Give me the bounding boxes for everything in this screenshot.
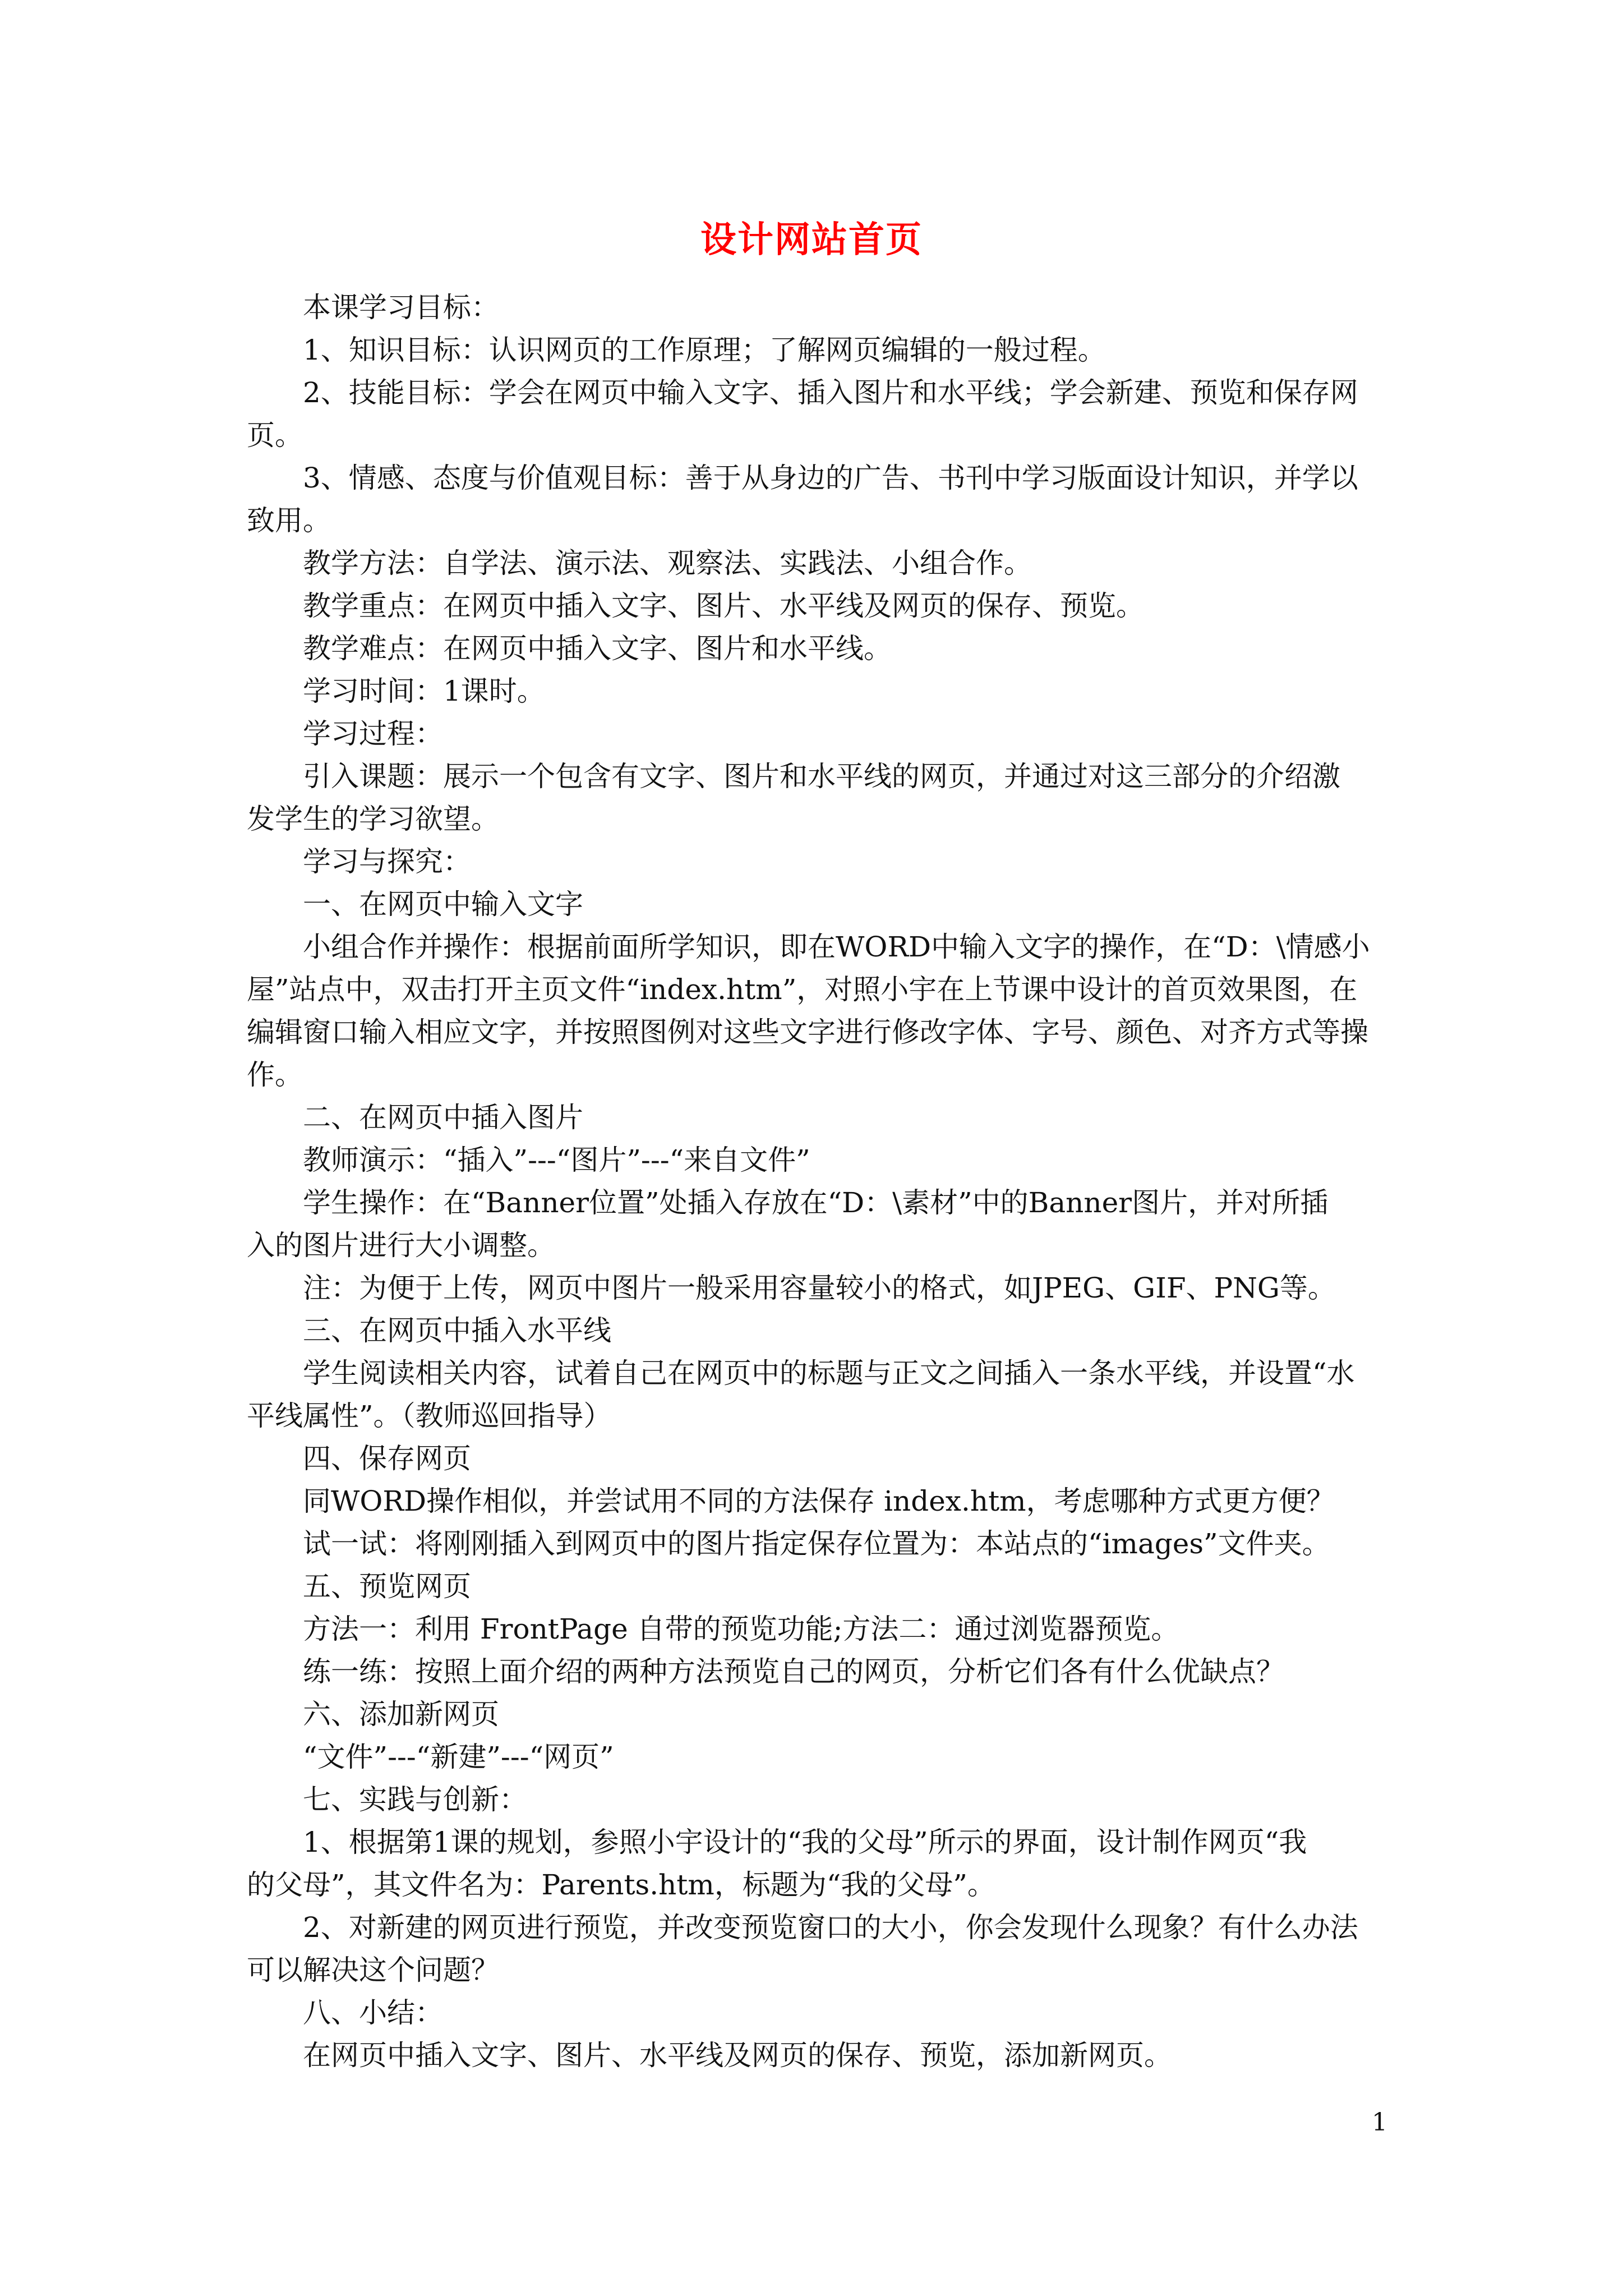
text-line: 引入课题：展示一个包含有文字、图片和水平线的网页，并通过对这三部分的介绍激 [303,760,1340,793]
section-heading: 八、小结： [303,1996,443,2029]
text-line: 1、根据第1课的规划，参照小宇设计的“我的父母”所示的界面，设计制作网页“我 [303,1826,1307,1858]
text-line: 作。 [247,1059,303,1091]
section-heading: 四、保存网页 [303,1442,471,1475]
text-line: 方法一：利用 FrontPage 自带的预览功能;方法二：通过浏览器预览。 [303,1613,1179,1645]
text-line: 屋”站点中，双击打开主页文件“index.htm”，对照小宇在上节课中设计的首页效果图，在 [247,973,1358,1006]
text-line: 致用。 [247,504,331,537]
text-line: 编辑窗口输入相应文字，并按照图例对这些文字进行修改字体、字号、颜色、对齐方式等操 [247,1016,1368,1048]
text-line: 学习过程： [303,717,443,750]
text-line: “文件”---“新建”---“网页” [303,1741,614,1773]
text-line: 1、知识目标：认识网页的工作原理；了解网页编辑的一般过程。 [303,334,1106,366]
section-heading: 五、预览网页 [303,1570,471,1603]
text-line: 试一试：将刚刚插入到网页中的图片指定保存位置为：本站点的“images”文件夹。 [303,1527,1330,1560]
text-line: 练一练：按照上面介绍的两种方法预览自己的网页，分析它们各有什么优缺点？ [303,1655,1284,1688]
text-line: 2、技能目标：学会在网页中输入文字、插入图片和水平线；学会新建、预览和保存网 [303,376,1358,409]
text-line: 学生阅读相关内容，试着自己在网页中的标题与正文之间插入一条水平线，并设置“水 [303,1357,1355,1389]
text-line: 页。 [247,419,303,452]
document-body [247,286,1386,2077]
text-line: 在网页中插入文字、图片、水平线及网页的保存、预览，添加新网页。 [303,2039,1172,2072]
page-number: 1 [1372,2108,1387,2137]
section-heading: 七、实践与创新： [303,1783,527,1816]
text-line: 小组合作并操作：根据前面所学知识，即在WORD中输入文字的操作，在“D：\情感小 [303,931,1370,963]
text-line: 的父母”，其文件名为：Parents.htm，标题为“我的父母”。 [247,1869,995,1901]
text-line: 2、对新建的网页进行预览，并改变预览窗口的大小，你会发现什么现象？有什么办法 [303,1911,1358,1944]
text-line: 学生操作：在“Banner位置”处插入存放在“D：\素材”中的Banner图片，并对所插 [303,1186,1329,1219]
text-line: 教学方法：自学法、演示法、观察法、实践法、小组合作。 [303,547,1032,579]
text-line: 学习时间：1课时。 [303,675,545,707]
text-line: 教学重点：在网页中插入文字、图片、水平线及网页的保存、预览。 [303,590,1144,622]
section-heading: 一、在网页中输入文字 [303,888,583,921]
section-heading: 二、在网页中插入图片 [303,1101,583,1134]
text-line: 可以解决这个问题？ [247,1954,499,1986]
section-heading: 三、在网页中插入水平线 [303,1314,611,1347]
text-line: 入的图片进行大小调整。 [247,1229,555,1262]
document-title: 设计网站首页 [700,219,923,261]
text-line: 发学生的学习欲望。 [247,803,499,835]
section-heading: 六、添加新网页 [303,1698,499,1731]
text-line: 平线属性”。（教师巡回指导） [247,1400,612,1432]
text-line: 本课学习目标： [303,291,499,324]
text-line: 注：为便于上传，网页中图片一般采用容量较小的格式，如JPEG、GIF、PNG等。 [303,1272,1336,1304]
text-line: 3、情感、态度与价值观目标：善于从身边的广告、书刊中学习版面设计知识，并学以 [303,462,1358,494]
text-line: 教师演示：“插入”---“图片”---“来自文件” [303,1144,810,1176]
text-line: 学习与探究： [303,845,471,878]
text-line: 教学难点：在网页中插入文字、图片和水平线。 [303,632,892,665]
text-line: 同WORD操作相似，并尝试用不同的方法保存 index.htm，考虑哪种方式更方便？ [303,1485,1335,1517]
